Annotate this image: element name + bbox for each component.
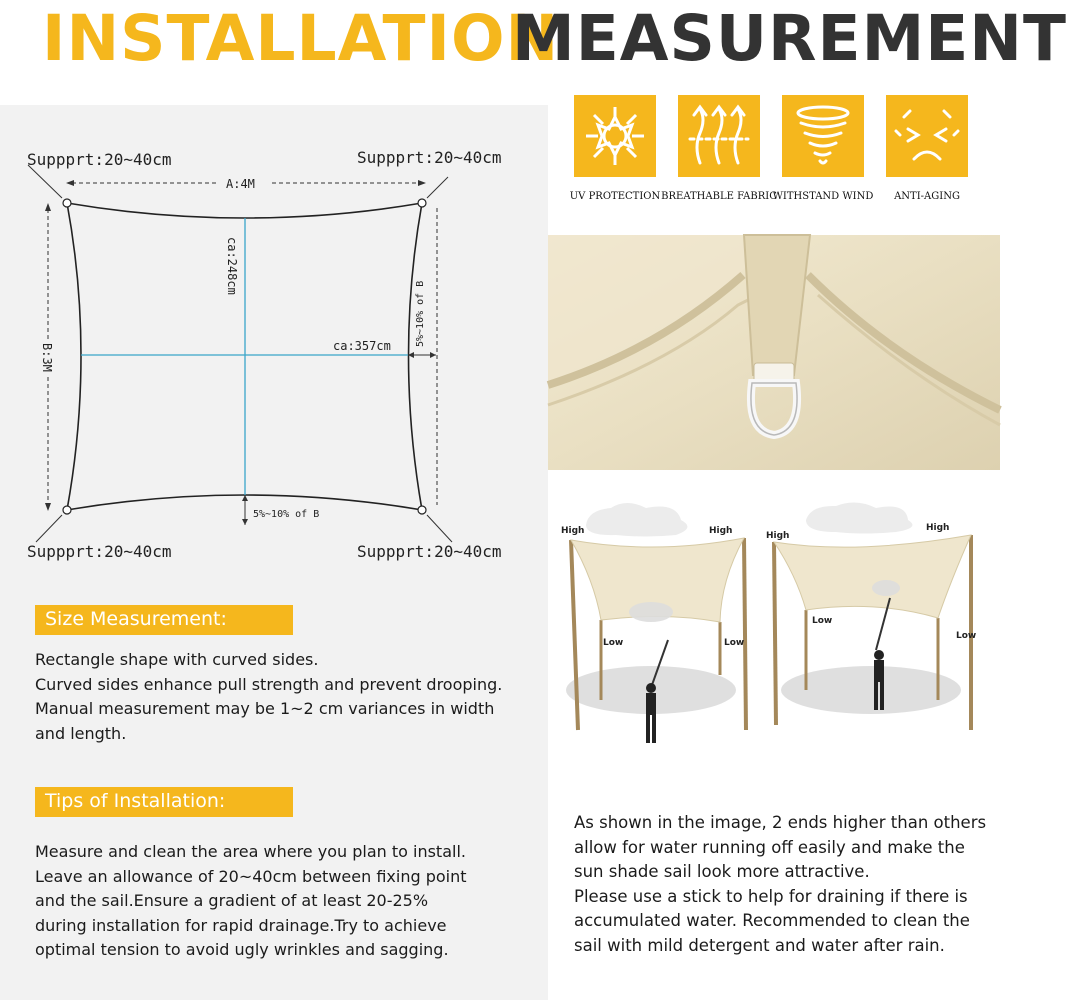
feature-breathable-label: BREATHABLE FABRIC xyxy=(661,191,777,202)
airflow-arrows-icon xyxy=(678,95,760,177)
inner-horizontal-label: ca:357cm xyxy=(333,339,391,353)
headline-word-measurement: MEASUREMENT xyxy=(512,2,1067,75)
support-label-top-left: Suppprt:20~40cm xyxy=(27,150,172,169)
frowning-face-icon xyxy=(886,95,968,177)
scene-left-high-left: High xyxy=(561,526,585,536)
headline xyxy=(0,0,1067,100)
feature-breathable xyxy=(661,95,777,202)
scene-left-low-left: Low xyxy=(603,638,624,648)
tips-installation-text: Measure and clean the area where you plan to install. Leave an allowance of 20~40cm between fixing point and the sail.Ensure a gradient of at least 20-25% during installation for rapid drainage.Try to achieve optimal tension to avoid ugly wrinkles and sagging. xyxy=(35,842,467,959)
scene-right-high-right: High xyxy=(926,523,950,533)
headline-word-installation: INSTALLATION xyxy=(42,2,560,75)
corner-ring-bl xyxy=(63,506,71,514)
feature-anti-aging xyxy=(886,95,968,202)
measurement-diagram xyxy=(0,105,548,575)
scene-right-high-left: High xyxy=(766,531,790,541)
side-a-label: A:4M xyxy=(226,177,255,191)
curve-side-label: 5%~10% of B xyxy=(415,280,426,347)
fabric-closeup-photo xyxy=(548,235,1000,470)
corner-ring-tl xyxy=(63,199,71,207)
feature-anti-aging-label: ANTI-AGING xyxy=(894,191,960,202)
support-label-bottom-left: Suppprt:20~40cm xyxy=(27,542,172,561)
size-measurement-label: Size Measurement: xyxy=(35,605,293,635)
corner-ring-br xyxy=(418,506,426,514)
size-measurement-text: Rectangle shape with curved sides. Curved sides enhance pull strength and prevent drooping. Manual measurement may be 1~2 cm variances in width and length. xyxy=(35,650,503,743)
sun-icon xyxy=(574,95,656,177)
feature-row xyxy=(560,95,1000,215)
support-label-top-right: Suppprt:20~40cm xyxy=(357,148,502,167)
support-label-bottom-right: Suppprt:20~40cm xyxy=(357,542,502,561)
curve-bottom-label: 5%~10% of B xyxy=(253,509,320,520)
scene-right-low-left: Low xyxy=(812,616,833,626)
drainage-scene-right xyxy=(766,500,992,750)
feature-uv-label: UV PROTECTION xyxy=(569,191,661,202)
scene-right-low-right: Low xyxy=(956,631,977,641)
corner-ring-tr xyxy=(418,199,426,207)
drainage-description: As shown in the image, 2 ends higher than others allow for water running off easily and make the sun shade sail look more attractive. Please use a stick to help for draining if there is accumulated water. Recommended to clean the sail with mild detergent and water after rain. xyxy=(574,813,987,955)
tips-installation-label: Tips of Installation: xyxy=(35,787,293,817)
side-b-label: B:3M xyxy=(40,343,54,372)
feature-wind xyxy=(772,95,874,202)
inner-vertical-label: ca:248cm xyxy=(225,237,239,295)
drainage-scene-left xyxy=(556,500,782,750)
scene-left-high-right: High xyxy=(709,526,733,536)
feature-uv xyxy=(569,95,661,202)
tornado-icon xyxy=(782,95,864,177)
feature-wind-label: WITHSTAND WIND xyxy=(772,191,874,202)
scene-left-low-right: Low xyxy=(724,638,745,648)
